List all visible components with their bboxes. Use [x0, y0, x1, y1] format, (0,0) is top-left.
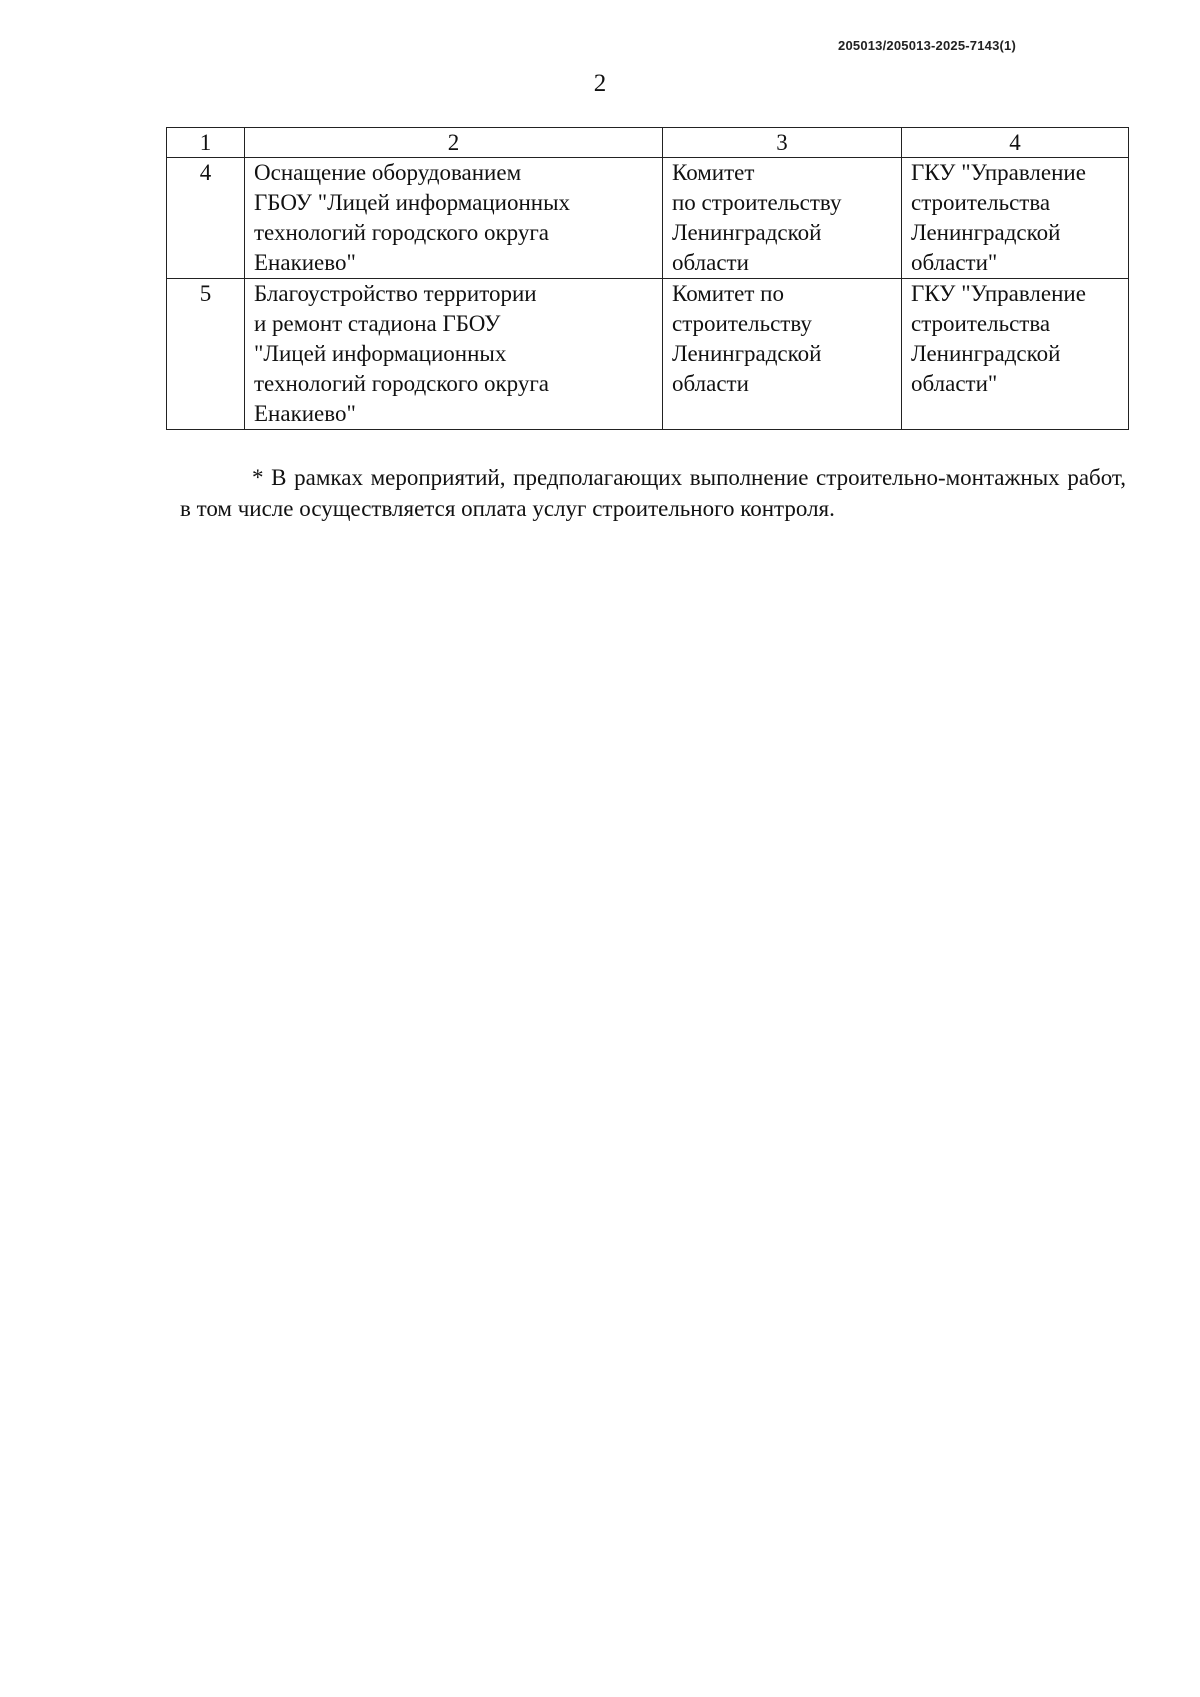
row-number-cell: 5: [167, 279, 245, 430]
executor-cell: [902, 279, 1129, 430]
cell-text-line: ГКУ "Управление: [911, 281, 1086, 306]
measure-description-cell: [245, 158, 663, 279]
document-registration-number: 205013/205013-2025-7143(1): [838, 38, 1016, 53]
table-header-row: [167, 128, 1129, 158]
cell-text-line: Комитет: [672, 160, 755, 185]
cell-text-line: технологий городского округа: [254, 371, 549, 396]
customer-cell: [663, 279, 902, 430]
cell-text-line: "Лицей информационных: [254, 341, 507, 366]
page-number: 2: [593, 70, 607, 97]
cell-text-line: Ленинградской: [911, 220, 1061, 245]
cell-text-line: и ремонт стадиона ГБОУ: [254, 311, 501, 336]
cell-text-line: области": [911, 250, 998, 275]
cell-text-line: области": [911, 371, 998, 396]
cell-text-line: строительству: [672, 311, 812, 336]
cell-text-line: области: [672, 371, 749, 396]
cell-text-line: Оснащение оборудованием: [254, 160, 522, 185]
row-number-cell: 4: [167, 158, 245, 279]
customer-cell: [663, 158, 902, 279]
cell-text-line: области: [672, 250, 749, 275]
cell-text-line: Ленинградской: [911, 341, 1061, 366]
cell-text-line: строительства: [911, 190, 1051, 215]
cell-text-line: строительства: [911, 311, 1051, 336]
cell-text-line: ГБОУ "Лицей информационных: [254, 190, 571, 215]
cell-text-line: Енакиево": [254, 250, 356, 275]
executor-cell: [902, 158, 1129, 279]
measures-table: [166, 127, 1129, 430]
cell-text-line: Ленинградской: [672, 341, 822, 366]
cell-text-line: Енакиево": [254, 401, 356, 426]
table-row: [167, 158, 1129, 279]
table-row: [167, 279, 1129, 430]
cell-text-line: технологий городского округа: [254, 220, 549, 245]
footnote: * В рамках мероприятий, предполагающих выполнение строительно-монтажных работ, в том числе осуществляется оплата услуг строительного контроля.: [180, 465, 1126, 521]
measure-description-cell: [245, 279, 663, 430]
cell-text-line: Комитет по: [672, 281, 784, 306]
cell-text-line: ГКУ "Управление: [911, 160, 1086, 185]
header-cell-col-3: 3: [663, 128, 902, 158]
header-cell-col-4: 4: [902, 128, 1129, 158]
cell-text-line: Благоустройство территории: [254, 281, 537, 306]
header-cell-col-1: 1: [167, 128, 245, 158]
cell-text-line: по строительству: [672, 190, 842, 215]
cell-text-line: Ленинградской: [672, 220, 822, 245]
header-cell-col-2: 2: [245, 128, 663, 158]
